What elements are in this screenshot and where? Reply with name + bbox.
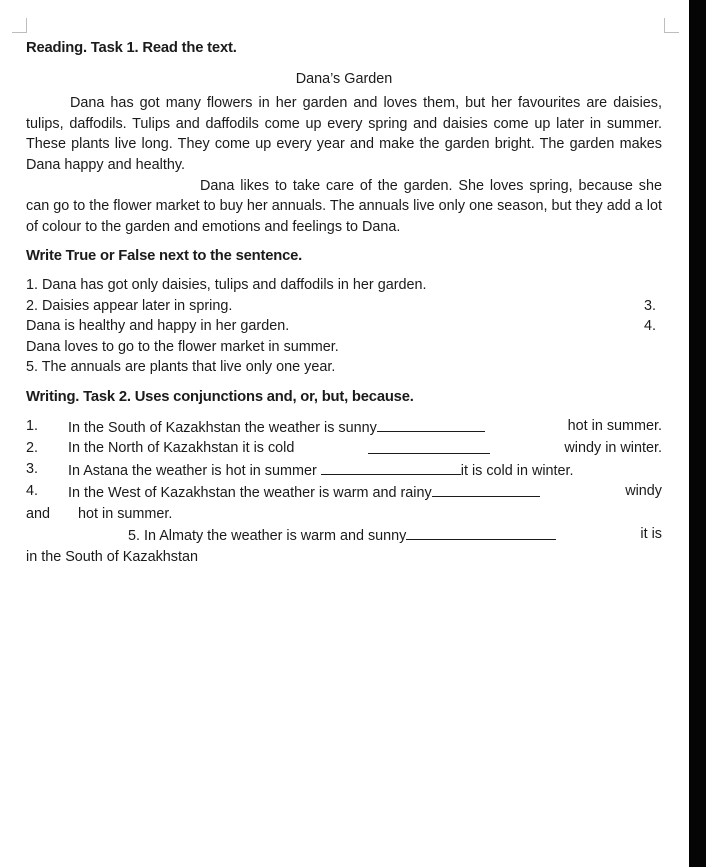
writing-item-number: 1. — [26, 417, 39, 434]
true-false-heading: Write True or False next to the sentence. — [26, 248, 303, 265]
tf-number-3: 3. — [643, 297, 656, 314]
writing-item-text: In the South of Kazakhstan the weather is sunny — [68, 419, 377, 436]
writing-item-1 — [26, 416, 662, 439]
worksheet-page — [26, 38, 662, 568]
answer-blank[interactable] — [432, 481, 540, 497]
writing-item-4-rest: hot in summer. — [78, 505, 173, 522]
writing-item-3 — [26, 459, 662, 482]
reading-heading: Reading. Task 1. Read the text. — [26, 40, 237, 56]
writing-item-number: 3. — [26, 460, 39, 477]
writing-item-end: it is — [640, 526, 662, 543]
answer-blank[interactable] — [406, 524, 556, 540]
tf-statement-5: 5. The annuals are plants that live only one year. — [26, 359, 336, 376]
writing-item-text: In the North of Kazakhstan it is cold — [68, 440, 295, 457]
tf-number-4: 4. — [643, 318, 656, 335]
writing-item-4-and: and — [26, 505, 51, 522]
writing-item-end: windy in winter. — [564, 440, 662, 457]
writing-item-end: hot in summer. — [567, 417, 662, 434]
writing-item-number: 4. — [26, 483, 39, 500]
writing-item-text: 5. In Almaty the weather is warm and sunny — [128, 528, 407, 545]
writing-item-end: windy — [625, 483, 662, 500]
writing-item-number: 2. — [26, 440, 39, 457]
tf-statement-3-text: Dana is healthy and happy in her garden. — [26, 318, 290, 335]
writing-item-5 — [26, 524, 662, 547]
answer-blank[interactable] — [377, 416, 485, 432]
tf-statement-2-text: 2. Daisies appear later in spring. — [26, 297, 233, 314]
writing-item-text: In the West of Kazakhstan the weather is warm and rainy — [68, 485, 432, 502]
writing-item-5-continued: in the South of Kazakhstan — [26, 549, 199, 566]
tf-statement-3 — [26, 316, 662, 337]
writing-item-2 — [26, 438, 662, 459]
crop-mark-top-left — [12, 18, 27, 33]
writing-heading: Writing. Task 2. Uses conjunctions and, or, but, because. — [26, 388, 414, 405]
text-title: Dana’s Garden — [295, 70, 393, 87]
answer-blank[interactable] — [368, 438, 490, 454]
writing-item-end: it is cold in winter. — [460, 462, 574, 479]
screen-edge — [689, 0, 706, 867]
crop-mark-top-right — [664, 18, 679, 33]
writing-item-4 — [26, 481, 662, 504]
reading-paragraph-1: Dana has got many flowers in her garden and loves them, but her favourites are daisies, tulips, daffodils. Tulips and daffodils come up every spring and daisies come up later in summer. These plants live long. They come up every year and make the garden bright. The garden makes Dana happy and healthy. — [26, 95, 662, 173]
tf-statement-1: 1. Dana has got only daisies, tulips and daffodils in her garden. — [26, 276, 427, 293]
tf-statement-2 — [26, 296, 662, 317]
reading-paragraph-2: Dana likes to take care of the garden. She loves spring, because she can go to the flower market to buy her annuals. The annuals live only one season, but they add a lot of colour to the garden and emotions and feelings to Dana. — [26, 177, 662, 235]
writing-item-4-continued — [26, 504, 662, 525]
answer-blank[interactable] — [321, 459, 461, 475]
writing-item-text: In Astana the weather is hot in summer — [68, 462, 317, 479]
tf-statement-4: Dana loves to go to the flower market in summer. — [26, 338, 339, 355]
